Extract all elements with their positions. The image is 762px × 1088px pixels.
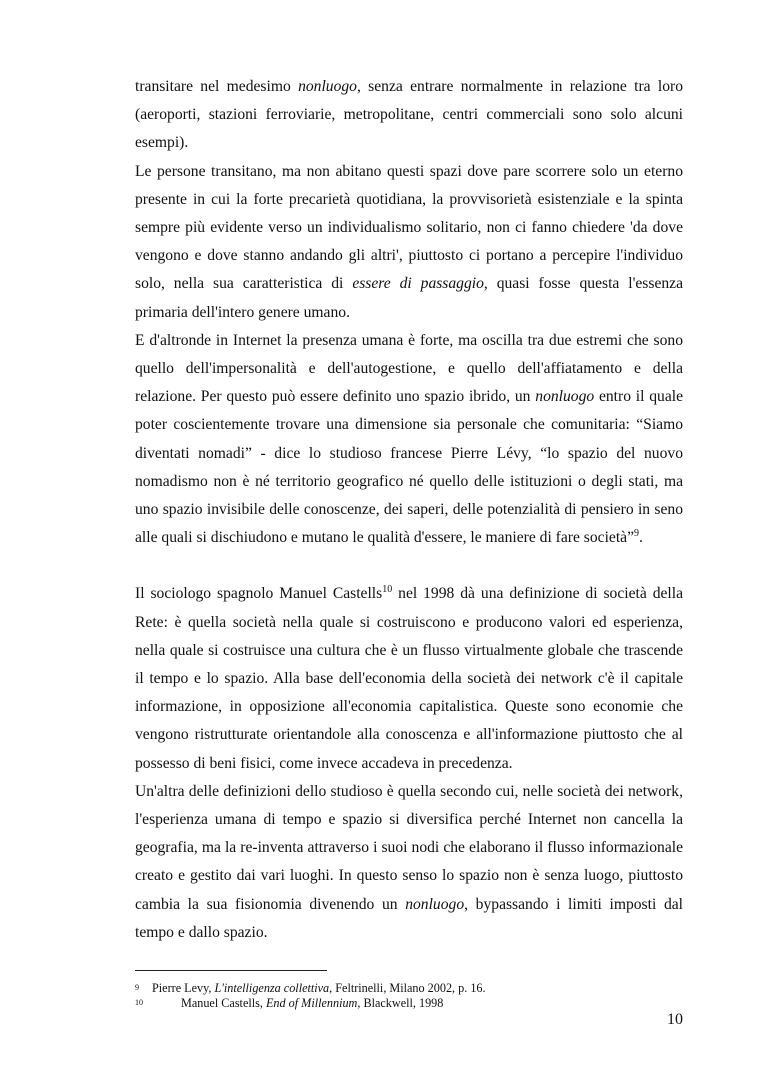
italic-text: End of Millennium <box>265 996 358 1010</box>
italic-text: nonluogo <box>535 388 595 406</box>
italic-text: L'intelligenza collettiva <box>214 981 330 995</box>
text-run: Manuel Castells, <box>181 996 266 1010</box>
footnote-number: 10 <box>135 998 143 1007</box>
text-run: Pierre Levy, <box>152 981 215 995</box>
text-run: E d'altronde in Internet la presenza umana è forte, ma oscilla tra due estremi che sono quello dell'impersonalità e dell'autogestione, e quello dell'affiatamento e della relazione. Per questo può essere definito uno spazio ibrido, un <box>135 331 683 406</box>
paragraph <box>135 73 683 158</box>
text-run: transitare nel medesimo <box>135 78 299 95</box>
footnote-text <box>181 996 443 1010</box>
text-run: , bypassando i limiti imposti dal tempo e dallo spazio. <box>135 895 683 941</box>
text-run: entro il quale poter coscientemente trovare una dimensione sia personale che comunitaria: “Siamo diventati nomadi” - dice lo studioso francese Pierre Lévy, “lo spazio del nuovo nomadismo non è né territorio geografico né quello delle istituzioni o degli stati, ma uno spazio invisibile delle conoscenze, dei saperi, delle potenzialità di pensiero in seno alle quali si dischiudono e mutano le qualità d'essere, le maniere di fare società” <box>135 388 683 547</box>
footnote-reference: 9 <box>634 528 640 540</box>
text-run: , quasi fosse questa l'essenza primaria dell'intero genere umano. <box>135 275 684 321</box>
page-number: 10 <box>667 1011 683 1028</box>
paragraph <box>135 327 683 553</box>
italic-text: nonluogo <box>298 78 357 95</box>
footnote-text <box>152 981 486 995</box>
text-run: Le persone transitano, ma non abitano questi spazi dove pare scorrere solo un eterno presente in cui la forte precarietà quotidiana, la provvisorietà esistenziale e la spinta sempre più evidente verso un individualismo solitario, non ci fanno chiedere 'da dove vengono e dove stanno andando gli altri', piuttosto ci portano a percepire l'individuo solo, nella sua caratteristica di <box>135 162 683 293</box>
text-run: Il sociologo spagnolo Manuel Castells <box>135 585 383 603</box>
text-run: , senza entrare normalmente in relazione tra loro (aeroporti, stazioni ferroviarie, metropolitane, centri commerciali sono solo alcuni esempi). <box>135 78 683 152</box>
footnote-9 <box>135 981 486 995</box>
document-body <box>135 73 683 947</box>
text-run: Un'altra delle definizioni dello studioso è quella secondo cui, nelle società dei network, l'esperienza umana di tempo e spazio si diversifica perché Internet non cancella la geografia, ma la re-inventa attraverso i suoi nodi che elaborano il flusso informazionale creato e gestito dai vari luoghi. In questo senso lo spazio non è senza luogo, piuttosto cambia la sua fisionomia divenendo un <box>135 782 683 913</box>
text-run: . <box>639 529 643 547</box>
paragraph <box>135 580 683 777</box>
text-run: , Blackwell, 1998 <box>357 996 444 1010</box>
text-run: nel 1998 dà una definizione di società della Rete: è quella società nella quale si costruiscono e producono valori ed esperienza, nella quale si costruisce una cultura che è un flusso virtualmente globale che trascende il tempo e lo spazio. Alla base dell'economia della società dei network c'è il capitale informazione, in opposizione all'economia capitalistica. Queste sono economie che vengono ristrutturate orientandole alla conoscenza e all'informazione piuttosto che al possesso di beni fisici, come invece accadeva in precedenza. <box>135 585 684 772</box>
italic-text: essere di passaggio <box>352 275 484 293</box>
footnote-10 <box>135 996 443 1010</box>
footnote-separator <box>135 970 327 971</box>
italic-text: nonluogo <box>405 895 465 913</box>
footnote-reference: 10 <box>382 584 393 596</box>
text-run: , Feltrinelli, Milano 2002, p. 16. <box>329 981 486 995</box>
footnote-number: 9 <box>135 983 139 992</box>
paragraph <box>135 158 683 327</box>
paragraph-spacer <box>135 552 683 580</box>
paragraph <box>135 778 683 947</box>
